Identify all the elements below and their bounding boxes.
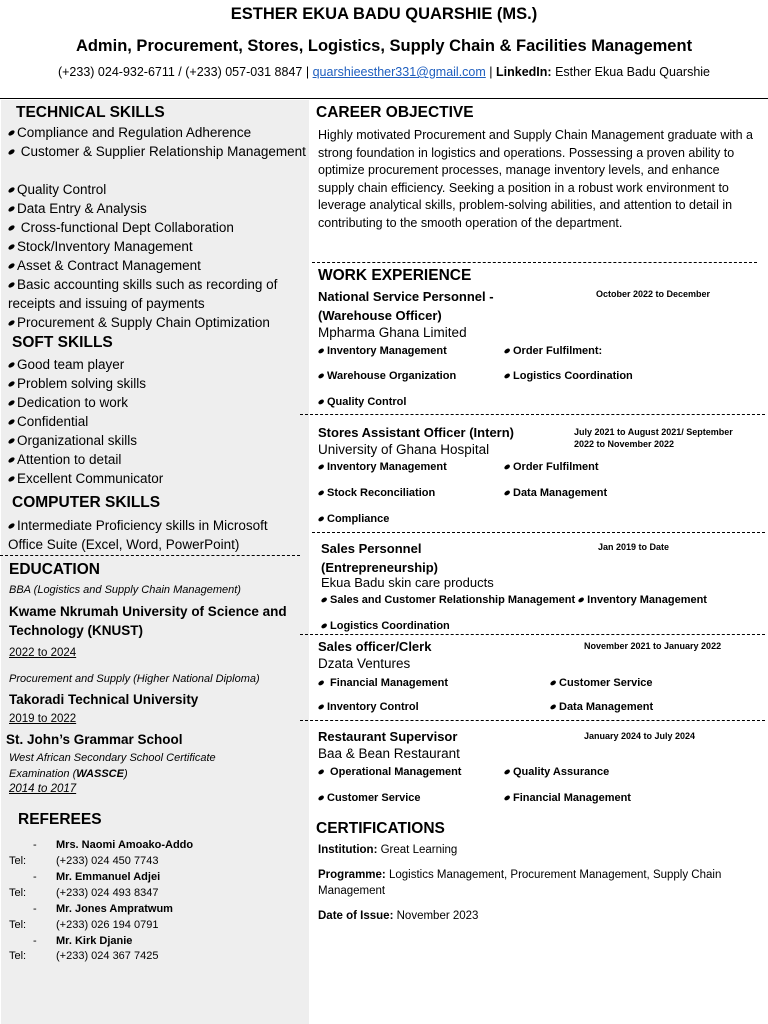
technical-skills-title: TECHNICAL SKILLS bbox=[16, 104, 165, 121]
job-duty: Inventory Management bbox=[318, 345, 447, 357]
bullet-icon bbox=[7, 381, 15, 388]
bullet-icon bbox=[7, 438, 15, 445]
job-title: Sales Personnel (Entrepreneurship) bbox=[321, 541, 439, 575]
bullet-icon bbox=[318, 399, 325, 405]
job-duty: Financial Management bbox=[504, 792, 631, 804]
skill-item: Asset & Contract Management bbox=[8, 256, 306, 275]
education-title: EDUCATION bbox=[9, 561, 100, 578]
bullet-icon bbox=[7, 476, 15, 483]
cert-programme: Programme: Logistics Management, Procurement Management, Supply Chain Management bbox=[318, 869, 722, 897]
job-title: National Service Personnel - (Warehouse Officer) bbox=[318, 289, 494, 323]
job-duty: Logistics Coordination bbox=[504, 370, 633, 382]
job-dates: Jan 2019 to Date bbox=[598, 542, 670, 552]
referee-name-row: - Mr. Emmanuel Adjei bbox=[33, 871, 161, 883]
skill-item: Customer & Supplier Relationship Management bbox=[8, 142, 306, 161]
job-duty: Order Fulfilment: bbox=[504, 345, 602, 357]
section-divider bbox=[0, 555, 300, 556]
bullet-icon bbox=[7, 320, 15, 327]
header-rule bbox=[0, 98, 768, 99]
skill-item: Dedication to work bbox=[8, 393, 306, 412]
job-title: Sales officer/Clerk bbox=[318, 639, 432, 654]
job-duty: Sales and Customer Relationship Management Inventory Management bbox=[321, 594, 707, 606]
bullet-icon bbox=[7, 130, 15, 137]
job-organization: Mpharma Ghana Limited bbox=[318, 325, 467, 340]
job-duty: Order Fulfilment bbox=[504, 461, 599, 473]
skill-item: Procurement & Supply Chain Optimization bbox=[8, 313, 306, 332]
job-duty: Financial Management bbox=[318, 677, 448, 689]
bullet-icon bbox=[578, 597, 585, 603]
skill-item: Good team player bbox=[8, 355, 306, 374]
career-objective-title: CAREER OBJECTIVE bbox=[316, 104, 474, 121]
bullet-icon bbox=[7, 187, 15, 194]
job-dates: October 2022 to December bbox=[596, 289, 711, 299]
bullet-icon bbox=[318, 490, 325, 496]
referee-phone-row: Tel: (+233) 026 194 0791 bbox=[9, 919, 159, 931]
bullet-icon bbox=[7, 263, 15, 270]
bullet-icon bbox=[318, 769, 325, 775]
computer-skills-title: COMPUTER SKILLS bbox=[12, 494, 161, 511]
skill-item: Confidential bbox=[8, 412, 306, 431]
linkedin-label: LinkedIn: bbox=[496, 65, 552, 79]
education-school: St. John’s Grammar School bbox=[6, 732, 183, 747]
bullet-icon bbox=[550, 704, 557, 710]
bullet-icon bbox=[7, 419, 15, 426]
skill-item: Organizational skills bbox=[8, 431, 306, 450]
job-organization: Baa & Bean Restaurant bbox=[318, 746, 460, 761]
job-duty: Inventory Control bbox=[318, 701, 419, 713]
skill-item: Data Entry & Analysis bbox=[8, 199, 306, 218]
bullet-icon bbox=[7, 244, 15, 251]
education-dates: 2022 to 2024 bbox=[9, 647, 77, 659]
bullet-icon bbox=[504, 464, 511, 470]
referee-phone-row: Tel: (+233) 024 367 7425 bbox=[9, 950, 159, 962]
linkedin-value: Esther Ekua Badu Quarshie bbox=[555, 65, 711, 79]
bullet-icon bbox=[504, 490, 511, 496]
certifications-title: CERTIFICATIONS bbox=[316, 820, 445, 837]
job-duty: Stock Reconciliation bbox=[318, 487, 435, 499]
job-dates: January 2024 to July 2024 bbox=[584, 731, 696, 741]
job-duty: Data Management bbox=[504, 487, 607, 499]
phone-numbers: (+233) 024-932-6711 / (+233) 057-031 8847 bbox=[57, 65, 303, 79]
job-title: Stores Assistant Officer (Intern) bbox=[318, 425, 515, 440]
referee-name-row: - Mrs. Naomi Amoako-Addo bbox=[33, 839, 194, 851]
referee-name-row: - Mr. Kirk Djanie bbox=[33, 935, 133, 947]
bullet-icon bbox=[7, 523, 15, 530]
cert-institution: Institution: Great Learning bbox=[318, 844, 458, 856]
skill-item: Basic accounting skills such as recording of receipts and issuing of payments bbox=[8, 277, 278, 311]
work-experience-title: WORK EXPERIENCE bbox=[318, 267, 472, 284]
bullet-icon bbox=[318, 795, 325, 801]
bullet-icon bbox=[7, 457, 15, 464]
education-program: Procurement and Supply (Higher National Diploma) bbox=[9, 673, 260, 685]
bullet-icon bbox=[321, 597, 328, 603]
career-objective-text: Highly motivated Procurement and Supply Chain Management graduate with a strong foundation in logistics and operations. Possessing a proven ability to optimize procurement processes, manage inventory levels, and enhance supply chain efficiency. Seeking a position in a robust work environment to leverage analytical skills, problem-solving abilities, and attention to detail in contributing to the smooth operation of the department. bbox=[318, 128, 753, 230]
separator: | bbox=[305, 65, 310, 79]
bullet-icon bbox=[550, 680, 557, 686]
job-duty: Compliance bbox=[318, 513, 389, 525]
bullet-icon bbox=[318, 704, 325, 710]
job-duty: Inventory Management bbox=[318, 461, 447, 473]
section-divider bbox=[300, 414, 765, 415]
job-duty: Quality Control bbox=[318, 396, 406, 408]
job-duty: Quality Assurance bbox=[504, 766, 609, 778]
section-divider bbox=[300, 720, 765, 721]
candidate-name: ESTHER EKUA BADU QUARSHIE (MS.) bbox=[230, 5, 538, 23]
education-school: Kwame Nkrumah University of Science and Technology (KNUST) bbox=[9, 604, 287, 638]
job-dates: July 2021 to August 2021/ September 2022 to November 2022 bbox=[574, 427, 733, 449]
education-school: Takoradi Technical University bbox=[9, 692, 199, 707]
job-duty: Operational Management bbox=[318, 766, 461, 778]
soft-skills-title: SOFT SKILLS bbox=[12, 334, 113, 351]
section-divider bbox=[312, 532, 765, 533]
education-program: BBA (Logistics and Supply Chain Management) bbox=[9, 584, 241, 596]
referee-name-row: - Mr. Jones Ampratwum bbox=[33, 903, 173, 915]
section-divider bbox=[312, 262, 757, 263]
resume-header bbox=[0, 0, 768, 98]
bullet-icon bbox=[7, 149, 15, 156]
bullet-icon bbox=[318, 680, 325, 686]
job-organization: Ekua Badu skin care products bbox=[321, 575, 494, 590]
candidate-role: Admin, Procurement, Stores, Logistics, Supply Chain & Facilities Management bbox=[75, 37, 693, 55]
skill-item: Cross-functional Dept Collaboration bbox=[8, 218, 306, 237]
job-duty: Logistics Coordination bbox=[321, 620, 450, 632]
contact-line bbox=[0, 65, 768, 79]
bullet-icon bbox=[7, 400, 15, 407]
bullet-icon bbox=[504, 373, 511, 379]
job-dates: November 2021 to January 2022 bbox=[584, 641, 722, 651]
bullet-icon bbox=[7, 225, 15, 232]
job-duty: Data Management bbox=[550, 701, 653, 713]
bullet-icon bbox=[504, 769, 511, 775]
education-dates: 2014 to 2017 bbox=[9, 783, 77, 795]
bullet-icon bbox=[7, 362, 15, 369]
job-organization: University of Ghana Hospital bbox=[318, 442, 490, 457]
cert-date: Date of Issue: November 2023 bbox=[318, 910, 479, 922]
job-title: Restaurant Supervisor bbox=[318, 729, 458, 744]
skill-item: Excellent Communicator bbox=[8, 469, 306, 488]
referees-title: REFEREES bbox=[18, 811, 102, 828]
education-program: West African Secondary School Certificate Examination (WASSCE) bbox=[9, 752, 216, 780]
skill-item: Compliance and Regulation Adherence bbox=[8, 123, 306, 142]
skill-item: Quality Control bbox=[8, 180, 306, 199]
bullet-icon bbox=[321, 623, 328, 629]
section-divider bbox=[300, 634, 765, 635]
email-link[interactable]: quarshieesther331@gmail.com bbox=[312, 65, 486, 79]
education-dates: 2019 to 2022 bbox=[9, 713, 77, 725]
referee-phone-row: Tel: (+233) 024 450 7743 bbox=[9, 855, 159, 867]
bullet-icon bbox=[318, 348, 325, 354]
job-duty: Customer Service bbox=[550, 677, 653, 689]
skill-item: Attention to detail bbox=[8, 450, 306, 469]
bullet-icon bbox=[318, 516, 325, 522]
bullet-icon bbox=[504, 795, 511, 801]
bullet-icon bbox=[7, 282, 15, 289]
job-organization: Dzata Ventures bbox=[318, 656, 411, 671]
bullet-icon bbox=[7, 206, 15, 213]
separator: | bbox=[489, 65, 493, 79]
job-duty: Warehouse Organization bbox=[318, 370, 456, 382]
skill-item: Problem solving skills bbox=[8, 374, 306, 393]
skill-item: Intermediate Proficiency skills in Microsoft Office Suite (Excel, Word, PowerPoint) bbox=[8, 518, 268, 552]
job-duty: Customer Service bbox=[318, 792, 421, 804]
bullet-icon bbox=[318, 373, 325, 379]
bullet-icon bbox=[318, 464, 325, 470]
referee-phone-row: Tel: (+233) 024 493 8347 bbox=[9, 887, 159, 899]
bullet-icon bbox=[504, 348, 511, 354]
skill-item: Stock/Inventory Management bbox=[8, 237, 306, 256]
